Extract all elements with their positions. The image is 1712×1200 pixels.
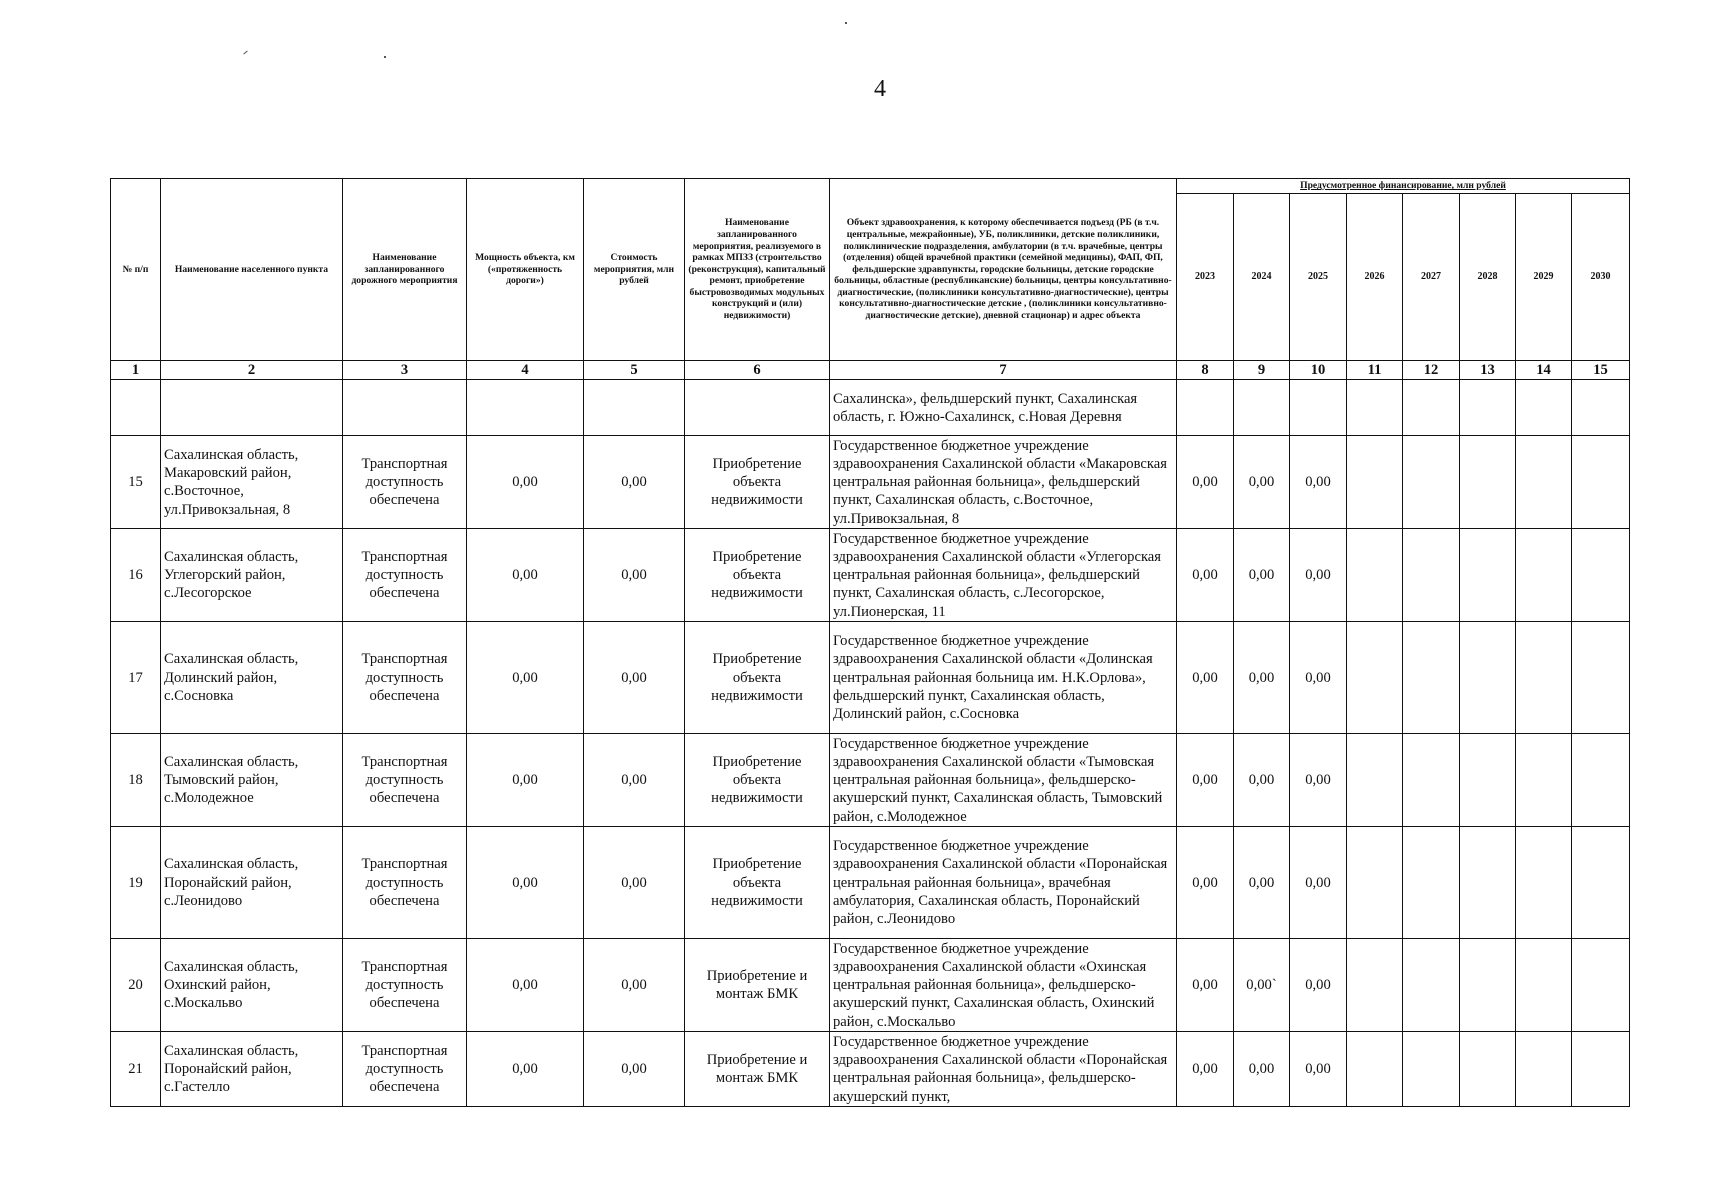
row-number-cell: 17 (111, 622, 161, 734)
column-number: 6 (685, 361, 830, 380)
row-number-cell: 19 (111, 827, 161, 939)
row-number-cell: 15 (111, 436, 161, 529)
road-event-cell: Транспортная доступность обеспечена (343, 529, 467, 622)
table-row (111, 622, 1630, 734)
settlement-cell: Сахалинская область, Углегорский район, с.Лесогорское (161, 529, 343, 622)
financing-2028-cell (1460, 939, 1516, 1032)
column-number: 2 (161, 361, 343, 380)
financing-2030-cell (1572, 436, 1630, 529)
financing-2028-cell (1460, 436, 1516, 529)
empty-cell (1403, 380, 1460, 436)
financing-table (110, 178, 1630, 1107)
financing-2027-cell (1403, 436, 1460, 529)
financing-2026-cell (1347, 1032, 1403, 1107)
financing-2024-cell: 0,00 (1234, 529, 1290, 622)
capacity-cell: 0,00 (467, 529, 584, 622)
financing-2027-cell (1403, 939, 1460, 1032)
financing-2027-cell (1403, 1032, 1460, 1107)
financing-2026-cell (1347, 529, 1403, 622)
financing-2030-cell (1572, 939, 1630, 1032)
financing-2029-cell (1516, 622, 1572, 734)
header-year: 2029 (1516, 194, 1572, 361)
financing-2023-cell: 0,00 (1177, 529, 1234, 622)
empty-cell (584, 380, 685, 436)
financing-2026-cell (1347, 734, 1403, 827)
financing-2026-cell (1347, 622, 1403, 734)
column-number: 9 (1234, 361, 1290, 380)
mpzz-event-cell: Приобретение объекта недвижимости (685, 622, 830, 734)
facility-cell: Государственное бюджетное учреждение здравоохранения Сахалинской области «Углегорская центральная районная больница», фельдшерский пункт, Сахалинская область, с.Лесогорское, ул.Пионерская, 11 (830, 529, 1177, 622)
road-event-cell: Транспортная доступность обеспечена (343, 734, 467, 827)
financing-2025-cell: 0,00 (1290, 436, 1347, 529)
settlement-cell: Сахалинская область, Поронайский район, с.Леонидово (161, 827, 343, 939)
empty-cell (1234, 380, 1290, 436)
financing-2028-cell (1460, 1032, 1516, 1107)
capacity-cell: 0,00 (467, 939, 584, 1032)
financing-2029-cell (1516, 734, 1572, 827)
table-row (111, 1032, 1630, 1107)
facility-cell: Сахалинска», фельдшерский пункт, Сахалинская область, г. Южно-Сахалинск, с.Новая Деревня (830, 380, 1177, 436)
financing-2027-cell (1403, 529, 1460, 622)
header-road-event: Наименование запланированного дорожного мероприятия (343, 179, 467, 361)
financing-2027-cell (1403, 734, 1460, 827)
financing-2030-cell (1572, 529, 1630, 622)
empty-cell (161, 380, 343, 436)
scan-speck (384, 56, 386, 58)
financing-2025-cell: 0,00 (1290, 939, 1347, 1032)
facility-cell: Государственное бюджетное учреждение здравоохранения Сахалинской области «Поронайская центральная районная больница», фельдшерско-акушерский пункт, (830, 1032, 1177, 1107)
road-event-cell: Транспортная доступность обеспечена (343, 827, 467, 939)
financing-2025-cell: 0,00 (1290, 734, 1347, 827)
settlement-cell: Сахалинская область, Охинский район, с.Москальво (161, 939, 343, 1032)
financing-2025-cell: 0,00 (1290, 827, 1347, 939)
road-event-cell: Транспортная доступность обеспечена (343, 622, 467, 734)
column-number: 12 (1403, 361, 1460, 380)
financing-2026-cell (1347, 827, 1403, 939)
header-num: № п/п (111, 179, 161, 361)
cost-cell: 0,00 (584, 734, 685, 827)
capacity-cell: 0,00 (467, 827, 584, 939)
table-row (111, 734, 1630, 827)
header-year: 2026 (1347, 194, 1403, 361)
financing-2029-cell (1516, 1032, 1572, 1107)
scan-speck (845, 22, 847, 24)
column-number: 14 (1516, 361, 1572, 380)
capacity-cell: 0,00 (467, 622, 584, 734)
financing-2028-cell (1460, 734, 1516, 827)
financing-2028-cell (1460, 827, 1516, 939)
financing-2023-cell: 0,00 (1177, 939, 1234, 1032)
financing-2028-cell (1460, 529, 1516, 622)
empty-cell (467, 380, 584, 436)
capacity-cell: 0,00 (467, 1032, 584, 1107)
facility-cell: Государственное бюджетное учреждение здравоохранения Сахалинской области «Макаровская центральная районная больница», фельдшерский пункт, Сахалинская область, с.Восточное, ул.Привокзальная, 8 (830, 436, 1177, 529)
empty-cell (343, 380, 467, 436)
empty-cell (1516, 380, 1572, 436)
capacity-cell: 0,00 (467, 436, 584, 529)
header-year: 2027 (1403, 194, 1460, 361)
header-capacity: Мощность объекта, км («протяженность дороги») (467, 179, 584, 361)
cost-cell: 0,00 (584, 436, 685, 529)
table-row (111, 939, 1630, 1032)
column-number: 4 (467, 361, 584, 380)
empty-cell (1460, 380, 1516, 436)
financing-2024-cell: 0,00 (1234, 734, 1290, 827)
mpzz-event-cell: Приобретение объекта недвижимости (685, 734, 830, 827)
empty-cell (1347, 380, 1403, 436)
financing-2025-cell: 0,00 (1290, 622, 1347, 734)
row-number-cell: 16 (111, 529, 161, 622)
header-financing: Предусмотренное финансирование, млн рублей (1177, 179, 1630, 194)
header-settlement: Наименование населенного пункта (161, 179, 343, 361)
header-facility: Объект здравоохранения, к которому обеспечивается подъезд (РБ (в т.ч. центральные, межрайонные), УБ, поликлиники, детские поликлиники, поликлинические подразделения, амбулатории (в т.ч. врачебные, центры (отделения) общей врачебной практики (семейной медицины), ФАП, ФП, фельдшерские здравпункты, городские больницы, детские городские больницы, областные (республиканские) больницы, центры консультативно-диагностические, (поликлиники консультативно-диагностические), центры консультативно-диагностические детские , (поликлиники консультативно-диагностические детские), дневной стационар) и адрес объекта (830, 179, 1177, 361)
header-cost: Стоимость мероприятия, млн рублей (584, 179, 685, 361)
capacity-cell: 0,00 (467, 734, 584, 827)
mpzz-event-cell: Приобретение объекта недвижимости (685, 436, 830, 529)
road-event-cell: Транспортная доступность обеспечена (343, 939, 467, 1032)
financing-2030-cell (1572, 734, 1630, 827)
financing-2023-cell: 0,00 (1177, 734, 1234, 827)
settlement-cell: Сахалинская область, Долинский район, с.Сосновка (161, 622, 343, 734)
facility-cell: Государственное бюджетное учреждение здравоохранения Сахалинской области «Охинская центральная районная больница», фельдшерско-акушерский пункт, Сахалинская область, Охинский район, с.Москальво (830, 939, 1177, 1032)
row-number-cell: 18 (111, 734, 161, 827)
financing-2024-cell: 0,00 (1234, 827, 1290, 939)
financing-2025-cell: 0,00 (1290, 1032, 1347, 1107)
column-number: 3 (343, 361, 467, 380)
mpzz-event-cell: Приобретение и монтаж БМК (685, 939, 830, 1032)
cost-cell: 0,00 (584, 1032, 685, 1107)
column-number: 11 (1347, 361, 1403, 380)
row-number-cell: 21 (111, 1032, 161, 1107)
financing-2029-cell (1516, 827, 1572, 939)
financing-2023-cell: 0,00 (1177, 827, 1234, 939)
financing-2030-cell (1572, 827, 1630, 939)
header-mpzz-event: Наименование запланированного мероприятия, реализуемого в рамках МПЗЗ (строительство (реконструкция), капитальный ремонт, приобретение быстровозводимых модульных конструкций и (или) недвижимости) (685, 179, 830, 361)
header-year: 2028 (1460, 194, 1516, 361)
header-year: 2024 (1234, 194, 1290, 361)
settlement-cell: Сахалинская область, Макаровский район, с.Восточное, ул.Привокзальная, 8 (161, 436, 343, 529)
financing-2027-cell (1403, 622, 1460, 734)
header-year: 2030 (1572, 194, 1630, 361)
cost-cell: 0,00 (584, 939, 685, 1032)
financing-2023-cell: 0,00 (1177, 436, 1234, 529)
mpzz-event-cell: Приобретение объекта недвижимости (685, 529, 830, 622)
mpzz-event-cell: Приобретение объекта недвижимости (685, 827, 830, 939)
road-event-cell: Транспортная доступность обеспечена (343, 436, 467, 529)
empty-cell (685, 380, 830, 436)
empty-cell (1177, 380, 1234, 436)
column-number: 10 (1290, 361, 1347, 380)
road-event-cell: Транспортная доступность обеспечена (343, 1032, 467, 1107)
table-row (111, 529, 1630, 622)
financing-2025-cell: 0,00 (1290, 529, 1347, 622)
financing-2029-cell (1516, 436, 1572, 529)
financing-2027-cell (1403, 827, 1460, 939)
cost-cell: 0,00 (584, 622, 685, 734)
empty-cell (111, 380, 161, 436)
financing-2030-cell (1572, 1032, 1630, 1107)
facility-cell: Государственное бюджетное учреждение здравоохранения Сахалинской области «Поронайская центральная районная больница», врачебная амбулатория, Сахалинская область, Поронайский район, с.Леонидово (830, 827, 1177, 939)
page-number: 4 (874, 76, 886, 102)
empty-cell (1572, 380, 1630, 436)
financing-2026-cell (1347, 436, 1403, 529)
financing-2029-cell (1516, 939, 1572, 1032)
financing-2024-cell: 0,00 (1234, 1032, 1290, 1107)
financing-2028-cell (1460, 622, 1516, 734)
row-number-cell: 20 (111, 939, 161, 1032)
header-year: 2025 (1290, 194, 1347, 361)
column-number: 13 (1460, 361, 1516, 380)
table-row (111, 436, 1630, 529)
financing-2029-cell (1516, 529, 1572, 622)
settlement-cell: Сахалинская область, Тымовский район, с.Молодежное (161, 734, 343, 827)
facility-cell: Государственное бюджетное учреждение здравоохранения Сахалинской области «Тымовская центральная районная больница», фельдшерско-акушерский пункт, Сахалинская область, Тымовский район, с.Молодежное (830, 734, 1177, 827)
column-number: 1 (111, 361, 161, 380)
cost-cell: 0,00 (584, 529, 685, 622)
table-row (111, 827, 1630, 939)
financing-2023-cell: 0,00 (1177, 622, 1234, 734)
column-number: 5 (584, 361, 685, 380)
mpzz-event-cell: Приобретение и монтаж БМК (685, 1032, 830, 1107)
financing-2024-cell: 0,00` (1234, 939, 1290, 1032)
facility-cell: Государственное бюджетное учреждение здравоохранения Сахалинской области «Долинская центральная районная больница им. Н.К.Орлова», фельдшерский пункт, Сахалинская область, Долинский район, с.Сосновка (830, 622, 1177, 734)
continuation-row (111, 380, 1630, 436)
column-number-row (111, 361, 1630, 380)
column-number: 7 (830, 361, 1177, 380)
financing-2030-cell (1572, 622, 1630, 734)
cost-cell: 0,00 (584, 827, 685, 939)
financing-2024-cell: 0,00 (1234, 436, 1290, 529)
settlement-cell: Сахалинская область, Поронайский район, с.Гастелло (161, 1032, 343, 1107)
financing-2026-cell (1347, 939, 1403, 1032)
header-year: 2023 (1177, 194, 1234, 361)
financing-2023-cell: 0,00 (1177, 1032, 1234, 1107)
scan-speck (243, 51, 247, 55)
financing-2024-cell: 0,00 (1234, 622, 1290, 734)
column-number: 15 (1572, 361, 1630, 380)
column-number: 8 (1177, 361, 1234, 380)
empty-cell (1290, 380, 1347, 436)
